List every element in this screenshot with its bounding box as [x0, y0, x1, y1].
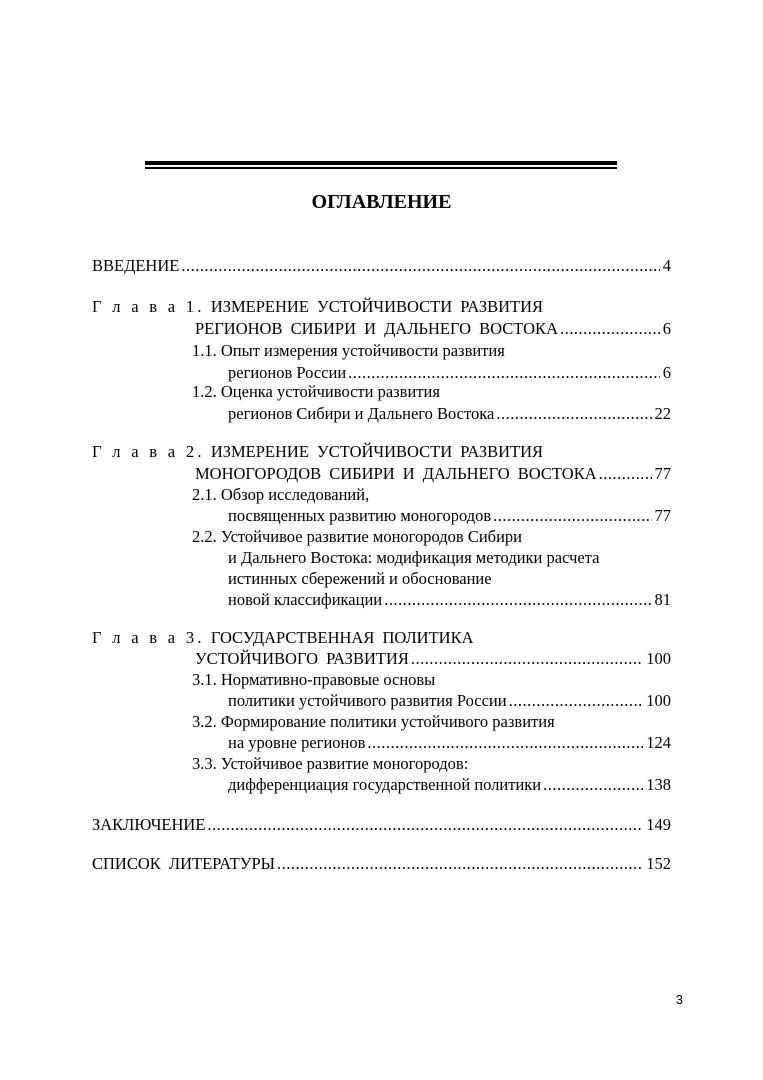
toc-page-number: 6 — [662, 319, 671, 338]
toc-page-number: 152 — [646, 854, 671, 873]
toc-chapter-1[interactable] — [195, 318, 671, 340]
toc-section-2-2-heading[interactable] — [192, 526, 522, 548]
toc-entry-label: ЗАКЛЮЧЕНИЕ — [92, 815, 206, 834]
section-title: 2.2. Устойчивое развитие моногородов Сибири — [192, 527, 522, 546]
chapter-title: ИЗМЕРЕНИЕ УСТОЙЧИВОСТИ РАЗВИТИЯ — [210, 297, 544, 316]
section-title-cont: посвященных развитию моногородов — [228, 506, 492, 525]
dot-leader — [411, 648, 643, 670]
toc-chapter-3-heading[interactable] — [92, 627, 474, 649]
toc-entry-label: СПИСОК ЛИТЕРАТУРЫ — [92, 854, 276, 873]
toc-page-number: 77 — [654, 506, 671, 525]
toc-section-1-2[interactable] — [228, 403, 671, 425]
toc-section-1-1-heading[interactable] — [192, 340, 505, 362]
dot-leader — [277, 853, 643, 875]
section-title-cont: новой классификации — [228, 590, 383, 609]
toc-page-number: 149 — [646, 815, 671, 834]
dot-leader — [599, 463, 652, 485]
dot-leader — [496, 403, 651, 425]
section-title-cont: на уровне регионов — [228, 733, 366, 752]
toc-section-2-2-line3 — [228, 568, 492, 590]
section-title: 2.1. Обзор исследований, — [192, 485, 370, 504]
section-title-cont: истинных сбережений и обоснование — [228, 569, 492, 588]
chapter-title-cont: МОНОГОРОДОВ СИБИРИ И ДАЛЬНЕГО ВОСТОКА — [195, 464, 597, 483]
toc-section-3-1-heading[interactable] — [192, 669, 435, 691]
toc-chapter-1-heading[interactable] — [92, 296, 543, 318]
dot-leader — [493, 505, 651, 527]
dot-leader — [181, 255, 659, 277]
toc-page-number: 6 — [662, 363, 671, 382]
toc-page-number: 100 — [646, 649, 671, 668]
chapter-title: ГОСУДАРСТВЕННАЯ ПОЛИТИКА — [210, 628, 474, 647]
toc-page-number: 4 — [662, 256, 671, 275]
section-title: 3.1. Нормативно-правовые основы — [192, 670, 436, 689]
toc-section-2-1[interactable] — [228, 505, 671, 527]
page-number: 3 — [675, 992, 683, 1007]
chapter-title-cont: РЕГИОНОВ СИБИРИ И ДАЛЬНЕГО ВОСТОКА — [195, 319, 558, 338]
dot-leader — [543, 774, 643, 796]
toc-section-2-2-line2 — [228, 547, 599, 569]
toc-section-2-1-heading[interactable] — [192, 484, 369, 506]
toc-chapter-2-heading[interactable] — [92, 441, 543, 463]
toc-page-number: 124 — [646, 733, 671, 752]
dot-leader — [384, 589, 651, 611]
toc-section-3-3-heading[interactable] — [192, 753, 468, 775]
section-title: 1.1. Опыт измерения устойчивости развития — [192, 341, 505, 360]
section-title-cont: дифференциация государственной политики — [228, 775, 542, 794]
chapter-title: ИЗМЕРЕНИЕ УСТОЙЧИВОСТИ РАЗВИТИЯ — [210, 442, 544, 461]
section-title: 3.2. Формирование политики устойчивого развития — [192, 712, 555, 731]
toc-section-3-2-heading[interactable] — [192, 711, 555, 733]
section-title: 3.3. Устойчивое развитие моногородов: — [192, 754, 469, 773]
toc-section-2-2[interactable] — [228, 589, 671, 611]
toc-page-number: 77 — [654, 464, 671, 483]
section-title: 1.2. Оценка устойчивости развития — [192, 382, 440, 401]
chapter-prefix: Г л а в а 1. — [92, 297, 205, 316]
chapter-prefix: Г л а в а 3. — [92, 628, 205, 647]
dot-leader — [367, 732, 643, 754]
section-title-cont: регионов Сибири и Дальнего Востока — [228, 404, 495, 423]
toc-chapter-3[interactable] — [195, 648, 671, 670]
toc-entry-references[interactable] — [92, 853, 671, 875]
toc-section-1-2-heading[interactable] — [192, 381, 440, 403]
toc-section-3-2[interactable] — [228, 732, 671, 754]
dot-leader — [509, 690, 644, 712]
toc-entry-intro[interactable] — [92, 255, 671, 277]
toc-chapter-2[interactable] — [195, 463, 671, 485]
section-title-cont: регионов России — [228, 363, 347, 382]
section-title-cont: политики устойчивого развития России — [228, 691, 507, 710]
toc-entry-conclusion[interactable] — [92, 814, 671, 836]
chapter-prefix: Г л а в а 2. — [92, 442, 205, 461]
toc-entry-label: ВВЕДЕНИЕ — [92, 256, 180, 275]
toc-page-number: 100 — [646, 691, 671, 710]
toc-section-3-3[interactable] — [228, 774, 671, 796]
toc-page-number: 22 — [654, 404, 671, 423]
toc-page-number: 138 — [646, 775, 671, 794]
dot-leader — [207, 814, 643, 836]
page-title: ОГЛАВЛЕНИЕ — [311, 191, 452, 213]
chapter-title-cont: УСТОЙЧИВОГО РАЗВИТИЯ — [195, 649, 409, 668]
toc-section-3-1[interactable] — [228, 690, 671, 712]
section-title-cont: и Дальнего Востока: модификация методики расчета — [228, 548, 600, 567]
toc-page-number: 81 — [654, 590, 671, 609]
dot-leader — [560, 318, 660, 340]
